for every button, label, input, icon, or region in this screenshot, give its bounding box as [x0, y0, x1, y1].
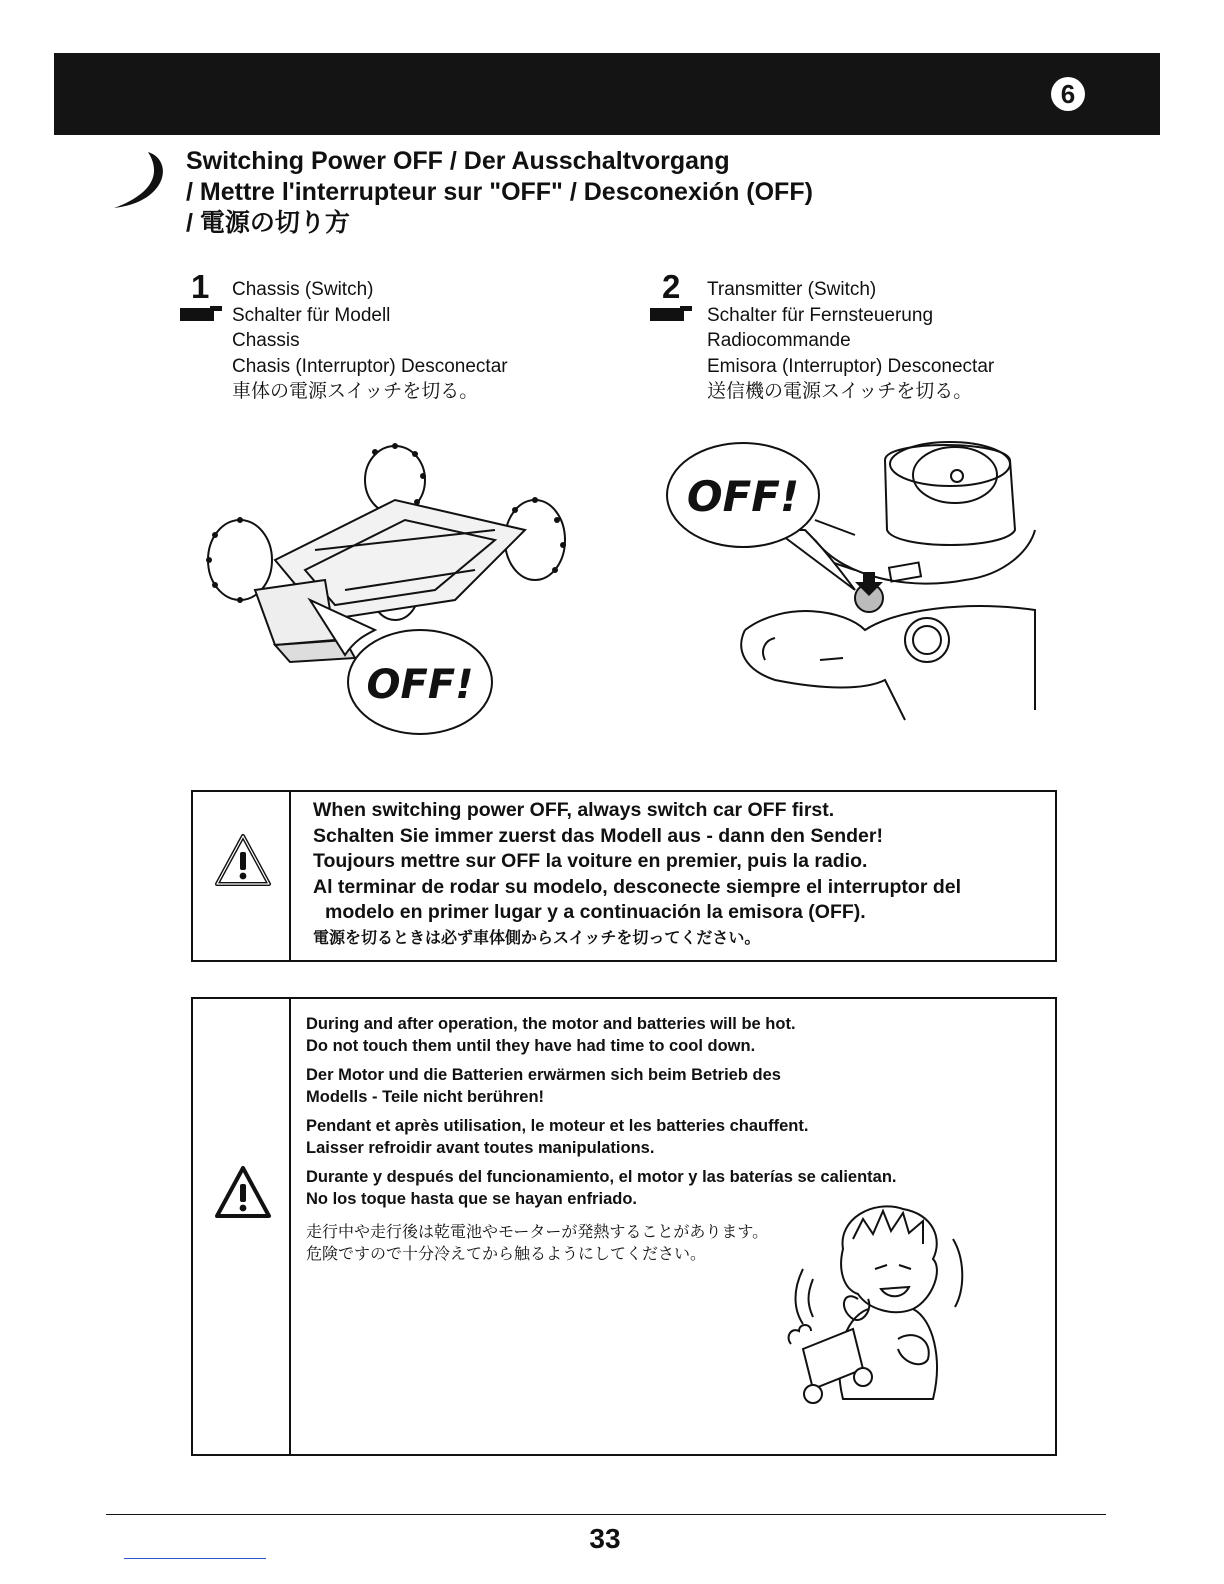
hand-pointer-icon — [180, 306, 222, 322]
section-swoosh-icon — [112, 150, 176, 212]
box-divider — [289, 999, 291, 1454]
step-line: Chassis — [232, 330, 300, 351]
step-number: 1 — [191, 268, 210, 305]
warning-triangle-icon — [213, 1164, 273, 1220]
step-line: Transmitter (Switch) — [707, 279, 877, 300]
warning-line: Modells - Teile nicht berühren! — [306, 1088, 545, 1106]
warning-box-heat — [191, 997, 1057, 1456]
hand-pointer-icon — [650, 306, 692, 322]
warning-triangle-icon — [213, 832, 273, 888]
transmitter-illustration — [665, 440, 1045, 740]
warning-line: Laisser refroidir avant toutes manipulations. — [306, 1139, 655, 1157]
warning-line: Schalten Sie immer zuerst das Modell aus - dann den Sender! — [313, 824, 883, 847]
warning-line: No los toque hasta que se hayan enfriado. — [306, 1190, 637, 1208]
step-text — [232, 277, 508, 405]
step-text — [707, 277, 994, 405]
footer-rule — [106, 1514, 1106, 1515]
page-number: 33 — [589, 1523, 621, 1554]
step-line: Chasis (Interruptor) Desconectar — [232, 355, 508, 377]
step-line: Chassis (Switch) — [232, 279, 374, 300]
warning-line: Do not touch them until they have had time to cool down. — [306, 1037, 756, 1055]
step-line: Schalter für Modell — [232, 304, 391, 326]
warning-line: Pendant et après utilisation, le moteur et les batteries chauffent. — [306, 1117, 809, 1135]
chassis-illustration — [195, 440, 575, 740]
off-label: OFF! — [366, 662, 474, 708]
step-line: Emisora (Interruptor) Desconectar — [707, 355, 995, 377]
warning-line: Der Motor und die Batterien erwärmen sich beim Betrieb des — [306, 1066, 781, 1084]
section-title — [186, 146, 813, 239]
warning-line-jp: 電源を切るときは必ず車体側からスイッチを切ってください。 — [313, 929, 761, 947]
title-line: / 電源の切り方 — [186, 209, 350, 237]
warning-line-jp: 走行中や走行後は乾電池やモーターが発熱することがあります。 — [306, 1224, 769, 1241]
warning-text — [313, 798, 961, 952]
title-line: / Mettre l'interrupteur sur "OFF" / Desconexión (OFF) — [186, 178, 813, 206]
warning-line: Al terminar de rodar su modelo, desconecte siempre el interruptor del — [313, 875, 962, 898]
step-line: Radiocommande — [707, 330, 851, 351]
warning-line: Durante y después del funcionamiento, el motor y las baterías se calientan. — [306, 1168, 897, 1186]
warning-box-power-order — [191, 790, 1057, 962]
warning-line: When switching power OFF, always switch car OFF first. — [313, 799, 835, 821]
box-divider — [289, 792, 291, 960]
step-line: 送信機の電源スイッチを切る。 — [707, 381, 973, 402]
warning-line: Toujours mettre sur OFF la voiture en premier, puis la radio. — [313, 850, 868, 873]
warning-line: modelo en primer lugar y a continuación la emisora (OFF). — [325, 901, 866, 924]
hot-car-cartoon — [783, 1199, 983, 1449]
step-badge: 6 — [1051, 77, 1085, 111]
warning-line-jp: 危険ですので十分冷えてから触るようにしてください。 — [306, 1246, 707, 1263]
header-banner — [54, 53, 1160, 135]
step-line: 車体の電源スイッチを切る。 — [232, 381, 479, 402]
step-line: Schalter für Fernsteuerung — [707, 304, 934, 326]
link-underline — [124, 1558, 266, 1559]
warning-line: During and after operation, the motor and batteries will be hot. — [306, 1015, 796, 1033]
step-number: 2 — [662, 268, 681, 305]
off-label: OFF! — [686, 472, 800, 521]
title-line: Switching Power OFF / Der Ausschaltvorgang — [186, 147, 730, 175]
